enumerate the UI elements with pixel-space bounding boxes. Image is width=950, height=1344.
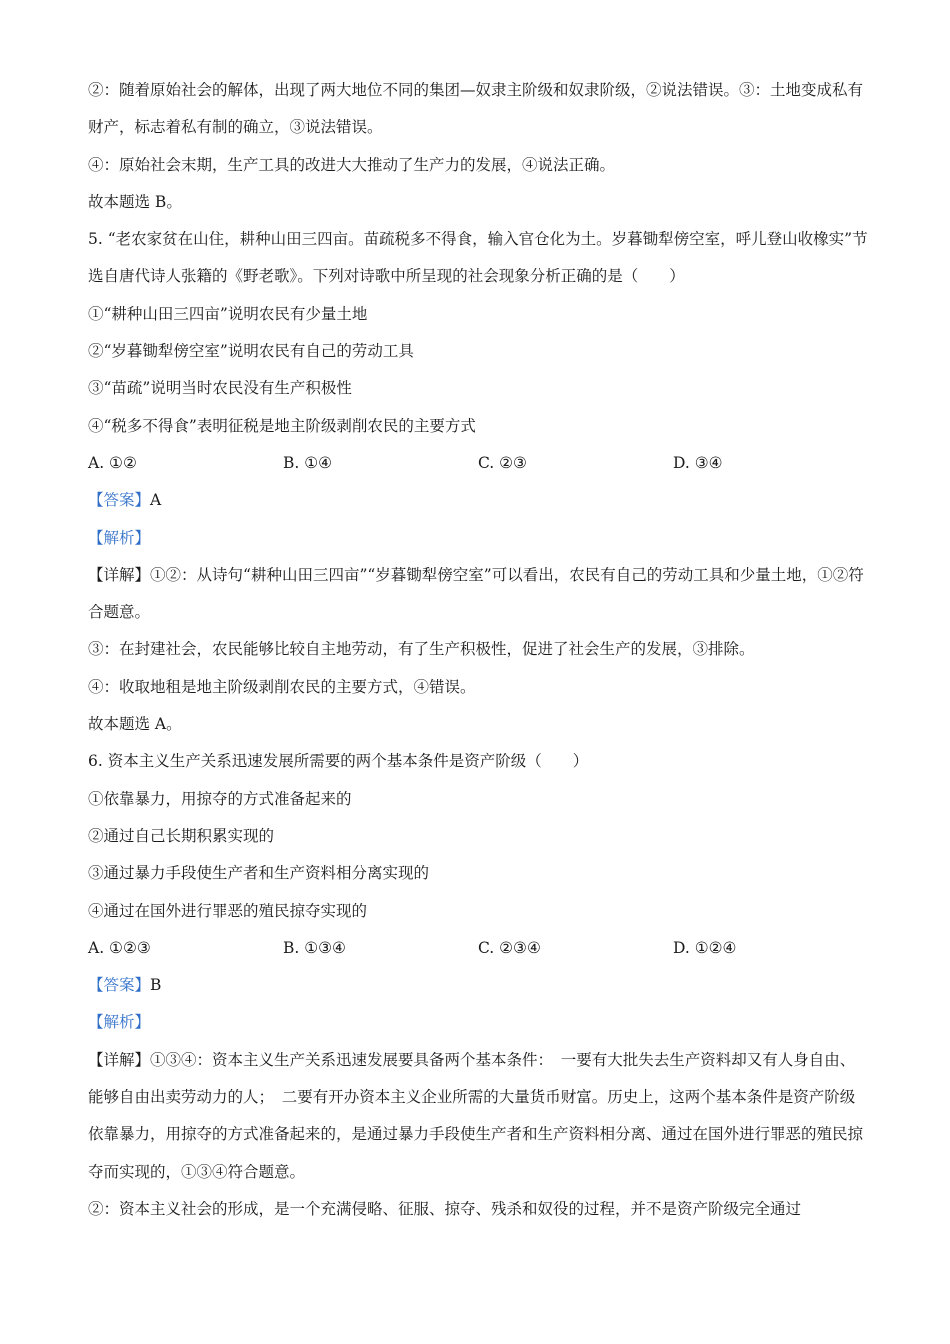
q5-answer xyxy=(88,482,868,519)
q6-option-a: A. ①②③ xyxy=(88,938,151,957)
q5-detail xyxy=(88,557,868,632)
q6-stem: 6. 资本主义生产关系迅速发展所需要的两个基本条件是资产阶级（ ） xyxy=(88,752,589,771)
q6-option-c: C. ②③④ xyxy=(478,938,541,957)
q5-detail-3: ③：在封建社会，农民能够比较自主地劳动，有了生产积极性，促进了社会生产的发展，③排除。 xyxy=(88,640,755,659)
q6-answer-value: B xyxy=(150,976,162,995)
q5-detail-tag: 【详解】 xyxy=(88,565,151,584)
q5-item-3: ③“苗疏”说明当时农民没有生产积极性 xyxy=(88,379,352,398)
q5-options xyxy=(88,445,868,482)
q6-analysis-tag: 【解析】 xyxy=(88,1013,151,1032)
q6-item-2: ②通过自己长期积累实现的 xyxy=(88,826,275,845)
q6-answer-tag: 【答案】 xyxy=(88,976,151,995)
q6-item-1: ①依靠暴力，用掠夺的方式准备起来的 xyxy=(88,789,352,808)
q5-item-4: ④“税多不得食”表明征税是地主阶级剥削农民的主要方式 xyxy=(88,416,476,435)
q5-answer-tag: 【答案】 xyxy=(88,491,151,510)
q6-item-3: ③通过暴力手段使生产者和生产资料相分离实现的 xyxy=(88,864,430,883)
q5-detail-text: ①②：从诗句“耕种山田三四亩”“岁暮锄犁傍空室”可以看出，农民有自己的劳动工具和少量土地，①②符合题意。 xyxy=(88,565,864,622)
document-page xyxy=(88,72,868,1228)
q5-option-d: D. ③④ xyxy=(673,453,723,472)
q6-option-d: D. ①②④ xyxy=(673,938,737,957)
q5-option-b: B. ①④ xyxy=(283,453,333,472)
q5-stem: 5. “老农家贫在山住，耕种山田三四亩。苗疏税多不得食，输入官仓化为土。岁暮锄犁傍空室，呼儿登山收橡实”节选自唐代诗人张籍的《野老歌》。下列对诗歌中所呈现的社会现象分析正确的是（ ） xyxy=(88,230,868,286)
q5-item-1: ①“耕种山田三四亩”说明农民有少量土地 xyxy=(88,304,368,323)
q6-detail-tag: 【详解】 xyxy=(88,1050,151,1069)
prev-explanation-2-3: ②：随着原始社会的解体，出现了两大地位不同的集团—奴隶主阶级和奴隶阶级，②说法错误。③：土地变成私有财产，标志着私有制的确立，③说法错误。 xyxy=(88,81,864,137)
q6-detail-text: ①③④：资本主义生产关系迅速发展要具备两个基本条件： 一要有大批失去生产资料却又有人身自由、能够自由出卖劳动力的人； 二要有开办资本主义企业所需的大量货币财富。历史上，这两个基本条件是资产阶级依靠暴力，用掠夺的方式准备起来的，是通过暴力手段使生产者和生产资料相分离、通过在国外进行罪恶的殖民掠夺而实现的，①③④符合题意。 xyxy=(88,1050,864,1181)
q6-detail-2: ②：资本主义社会的形成，是一个充满侵略、征服、掠夺、残杀和奴役的过程，并不是资产阶级完全通过 xyxy=(88,1199,802,1218)
q6-detail xyxy=(88,1042,868,1191)
q5-conclusion: 故本题选 A。 xyxy=(88,715,182,734)
q5-analysis-tag: 【解析】 xyxy=(88,528,151,547)
q5-option-a: A. ①② xyxy=(88,453,137,472)
q6-options xyxy=(88,930,868,967)
q5-detail-4: ④：收取地租是地主阶级剥削农民的主要方式，④错误。 xyxy=(88,677,476,696)
prev-explanation-4: ④：原始社会末期，生产工具的改进大大推动了生产力的发展，④说法正确。 xyxy=(88,155,616,174)
q6-answer xyxy=(88,967,868,1004)
q5-item-2: ②“岁暮锄犁傍空室”说明农民有自己的劳动工具 xyxy=(88,342,414,361)
q5-answer-value: A xyxy=(150,491,162,510)
q6-option-b: B. ①③④ xyxy=(283,938,346,957)
q5-option-c: C. ②③ xyxy=(478,453,527,472)
q6-item-4: ④通过在国外进行罪恶的殖民掠夺实现的 xyxy=(88,901,368,920)
prev-conclusion: 故本题选 B。 xyxy=(88,192,182,211)
